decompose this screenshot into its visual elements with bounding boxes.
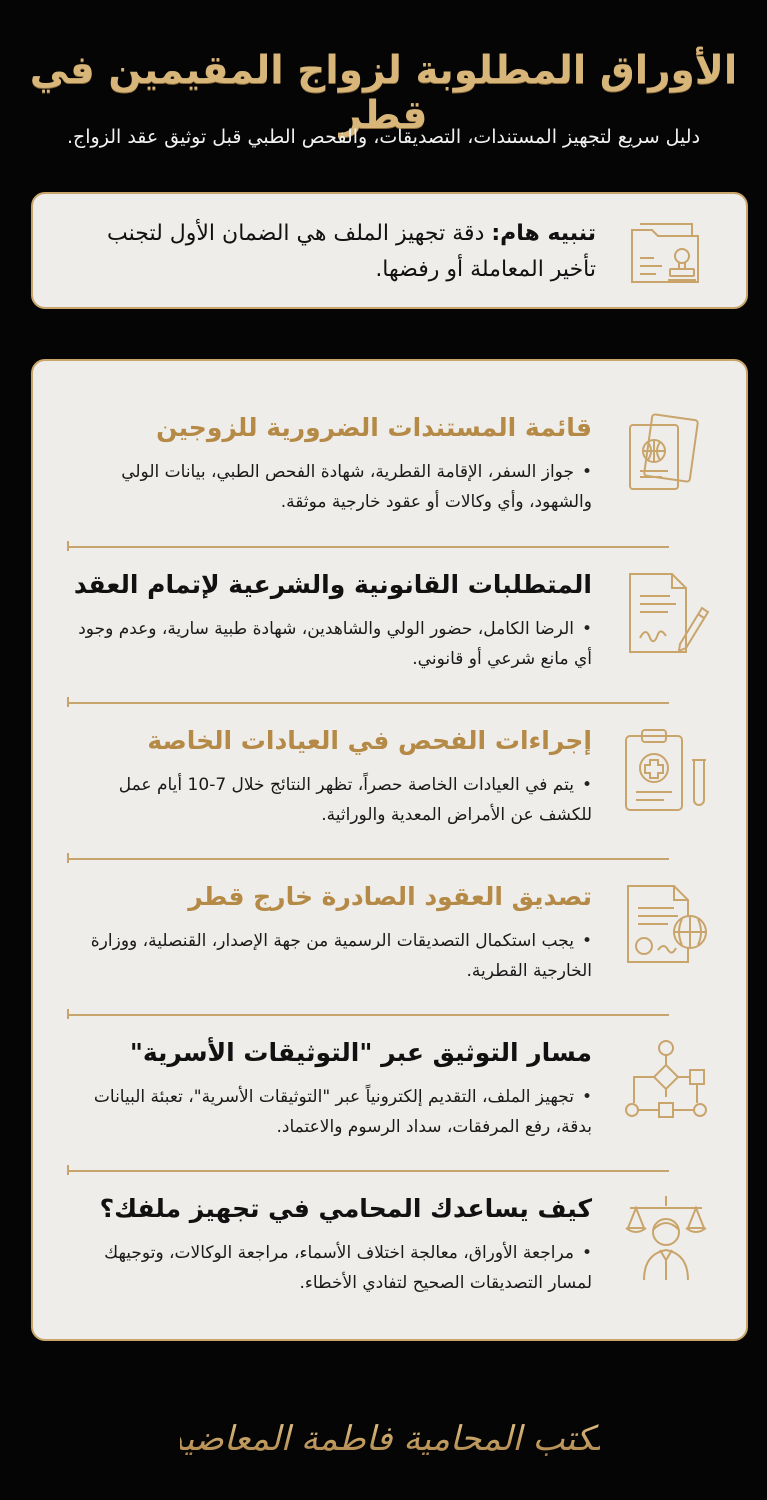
section-title: كيف يساعدك المحامي في تجهيز ملفك؟: [99, 1194, 592, 1223]
bullet-marker: •: [581, 931, 592, 951]
section-foreign-contracts: [33, 830, 750, 986]
folder-stamp-icon: [626, 214, 708, 292]
section-text: الرضا الكامل، حضور الولي والشاهدين، شهادة طبية سارية، وعدم وجود أي مانع شرعي أو قانوني.: [78, 619, 592, 669]
section-text: يجب استكمال التصديقات الرسمية من جهة الإصدار، القنصلية، ووزارة الخارجية القطرية.: [90, 931, 592, 981]
section-text: جواز السفر، الإقامة القطرية، شهادة الفحص الطبي، بيانات الولي والشهود، وأي وكالات أو عقود خارجية موثقة.: [121, 462, 592, 512]
section-body: [73, 614, 592, 674]
page-title: الأوراق المطلوبة لزواج المقيمين في قطر: [29, 48, 738, 138]
section-body: [73, 457, 592, 517]
section-legal-requirements: [33, 518, 750, 674]
section-title: المتطلبات القانونية والشرعية لإتمام العقد: [73, 570, 592, 599]
section-family-documentation: [33, 986, 750, 1142]
section-body: [73, 770, 592, 830]
section-body: [73, 926, 592, 986]
section-title: إجراءات الفحص في العيادات الخاصة: [147, 726, 592, 755]
requirements-list-card: [31, 359, 748, 1341]
calligraphy-logo-icon: [180, 1408, 600, 1468]
lawyer-scales-icon: [620, 1192, 712, 1284]
notice-body: دقة تجهيز الملف هي الضمان الأول لتجنب تأخير المعاملة أو رفضها.: [107, 221, 596, 282]
passport-documents-icon: [620, 411, 712, 503]
important-notice-card: [31, 192, 748, 309]
contract-pen-icon: [620, 568, 712, 660]
section-title: قائمة المستندات الضرورية للزوجين: [156, 413, 592, 442]
law-office-logo: [180, 1408, 600, 1468]
logo-text: مكتب المحامية فاطمة المعاضيد: [180, 1419, 600, 1459]
certificate-globe-icon: [620, 880, 712, 972]
medical-clipboard-icon: [620, 724, 712, 816]
section-body: [73, 1238, 592, 1298]
bullet-marker: •: [581, 462, 592, 482]
section-title: مسار التوثيق عبر "التوثيقات الأسرية": [129, 1038, 592, 1067]
bullet-marker: •: [581, 619, 592, 639]
flowchart-icon: [620, 1036, 712, 1128]
section-medical-exam: [33, 674, 750, 830]
bullet-marker: •: [581, 775, 592, 795]
page-subtitle: دليل سريع لتجهيز المستندات، التصديقات، والفحص الطبي قبل توثيق عقد الزواج.: [66, 126, 701, 148]
bullet-marker: •: [581, 1087, 592, 1107]
bullet-marker: •: [581, 1243, 592, 1263]
section-text: يتم في العيادات الخاصة حصراً، تظهر النتائج خلال 7-10 أيام عمل للكشف عن الأمراض المعدية والوراثية.: [118, 775, 592, 825]
section-text: مراجعة الأوراق، معالجة اختلاف الأسماء، مراجعة الوكالات، وتوجيهك لمسار التصديقات الصحيح لتفادي الأخطاء.: [104, 1243, 592, 1293]
notice-label: تنبيه هام:: [491, 221, 596, 246]
section-body: [73, 1082, 592, 1142]
section-text: تجهيز الملف، التقديم إلكترونياً عبر "التوثيقات الأسرية"، تعبئة البيانات بدقة، رفع المرفقات، سداد الرسوم والاعتماد.: [93, 1087, 592, 1137]
section-required-documents: [33, 361, 750, 517]
section-lawyer-help: [33, 1142, 750, 1298]
section-title: تصديق العقود الصادرة خارج قطر: [188, 882, 592, 911]
notice-text: [93, 216, 596, 288]
